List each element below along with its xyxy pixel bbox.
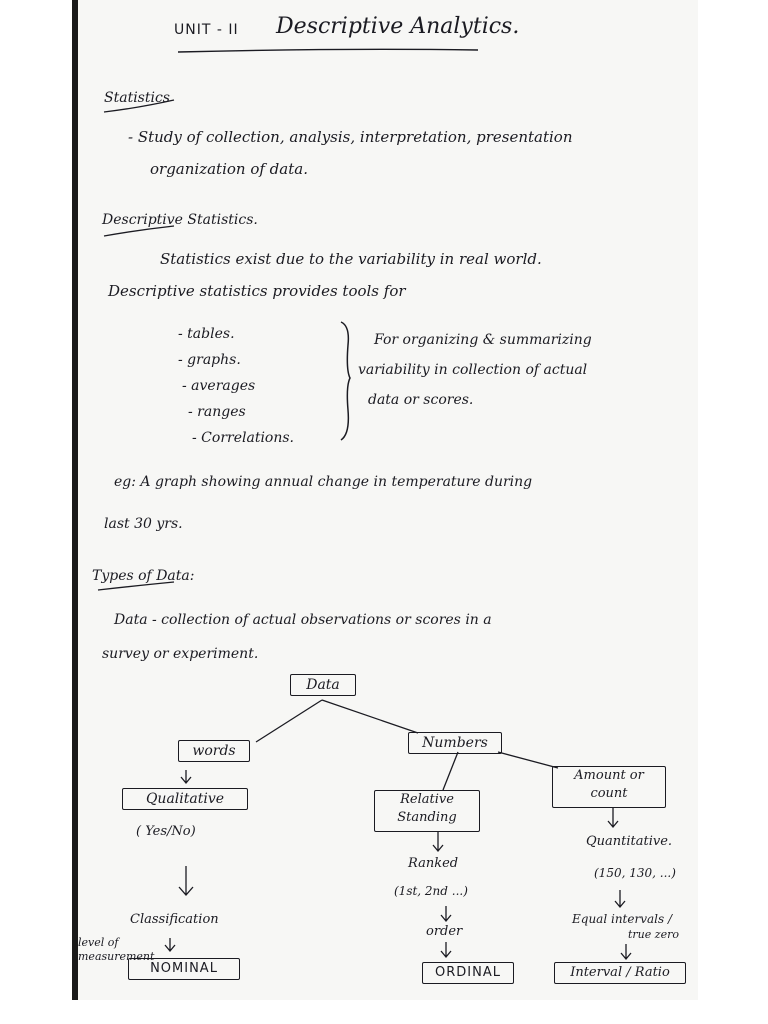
quantitative-label: Quantitative. (586, 834, 673, 849)
brace-note-3: data or scores. (368, 392, 474, 408)
curly-brace (341, 322, 350, 440)
tool-item: - averages (182, 378, 256, 394)
descriptive-line-2: Descriptive statistics provides tools for (108, 282, 406, 300)
node-qualitative: Qualitative (122, 788, 248, 810)
qualitative-example: ( Yes/No) (136, 824, 196, 839)
node-ordinal: ORDINAL (422, 962, 514, 984)
relative-label-2: Standing (397, 810, 457, 825)
true-zero-label: true zero (628, 928, 679, 941)
tool-item: - tables. (178, 326, 235, 342)
level-label-2: measurement (78, 950, 155, 963)
edge-numbers-relative (443, 752, 458, 790)
title-underline (178, 49, 478, 52)
page-title: Descriptive Analytics. (276, 14, 520, 39)
node-numbers: Numbers (408, 732, 502, 754)
edge-data-numbers (322, 700, 418, 733)
arrow-qualitative-classification (179, 866, 193, 895)
amount-label-2: count (590, 786, 628, 801)
node-data: Data (290, 674, 356, 696)
statistics-definition-2: organization of data. (150, 160, 308, 178)
arrow-classification-nominal (165, 938, 175, 951)
ranked-label: Ranked (408, 856, 459, 871)
types-line-1: Data - collection of actual observations or scores in a (114, 612, 492, 628)
arrow-quant-equal (615, 890, 625, 907)
types-line-2: survey or experiment. (102, 646, 259, 662)
brace-note-1: For organizing & summarizing (374, 332, 592, 348)
edge-numbers-amount (498, 752, 558, 768)
statistics-definition-1: - Study of collection, analysis, interpretation, presentation (128, 128, 573, 146)
statistics-heading: Statistics (104, 90, 170, 106)
arrow-ranked-order (441, 906, 451, 921)
edge-data-words (256, 700, 322, 742)
tool-item: - graphs. (178, 352, 241, 368)
types-heading: Types of Data: (92, 568, 195, 584)
tool-item: - ranges (188, 404, 246, 420)
unit-label: UNIT - II (174, 22, 239, 38)
example-line-1: eg: A graph showing annual change in temperature during (114, 474, 533, 490)
brace-note-2: variability in collection of actual (358, 362, 588, 378)
descriptive-heading: Descriptive Statistics. (102, 212, 258, 228)
connector-lines (78, 0, 698, 1000)
arrow-order-ordinal (441, 942, 451, 957)
node-relative-standing (374, 790, 480, 832)
arrow-amount-quantitative (608, 808, 618, 827)
example-line-2: last 30 yrs. (104, 516, 183, 532)
ranked-example: (1st, 2nd ...) (394, 884, 468, 898)
tool-item: - Correlations. (192, 430, 294, 446)
node-amount-count (552, 766, 666, 808)
classification-label: Classification (130, 912, 219, 927)
equal-intervals-label: Equal intervals / (572, 912, 672, 926)
relative-label-1: Relative (400, 792, 454, 807)
arrow-equal-interval (621, 944, 631, 959)
level-label-1: level of (78, 936, 119, 949)
node-nominal: NOMINAL (128, 958, 240, 980)
node-interval-ratio: Interval / Ratio (554, 962, 686, 984)
amount-label-1: Amount or (574, 768, 644, 783)
notebook-page (72, 0, 698, 1000)
arrow-words-qualitative (181, 770, 191, 783)
descriptive-line-1: Statistics exist due to the variability in real world. (160, 250, 542, 268)
quantitative-example: (150, 130, ...) (594, 866, 676, 880)
node-words: words (178, 740, 250, 762)
order-label: order (426, 924, 463, 939)
arrow-relative-ranked (433, 832, 443, 851)
